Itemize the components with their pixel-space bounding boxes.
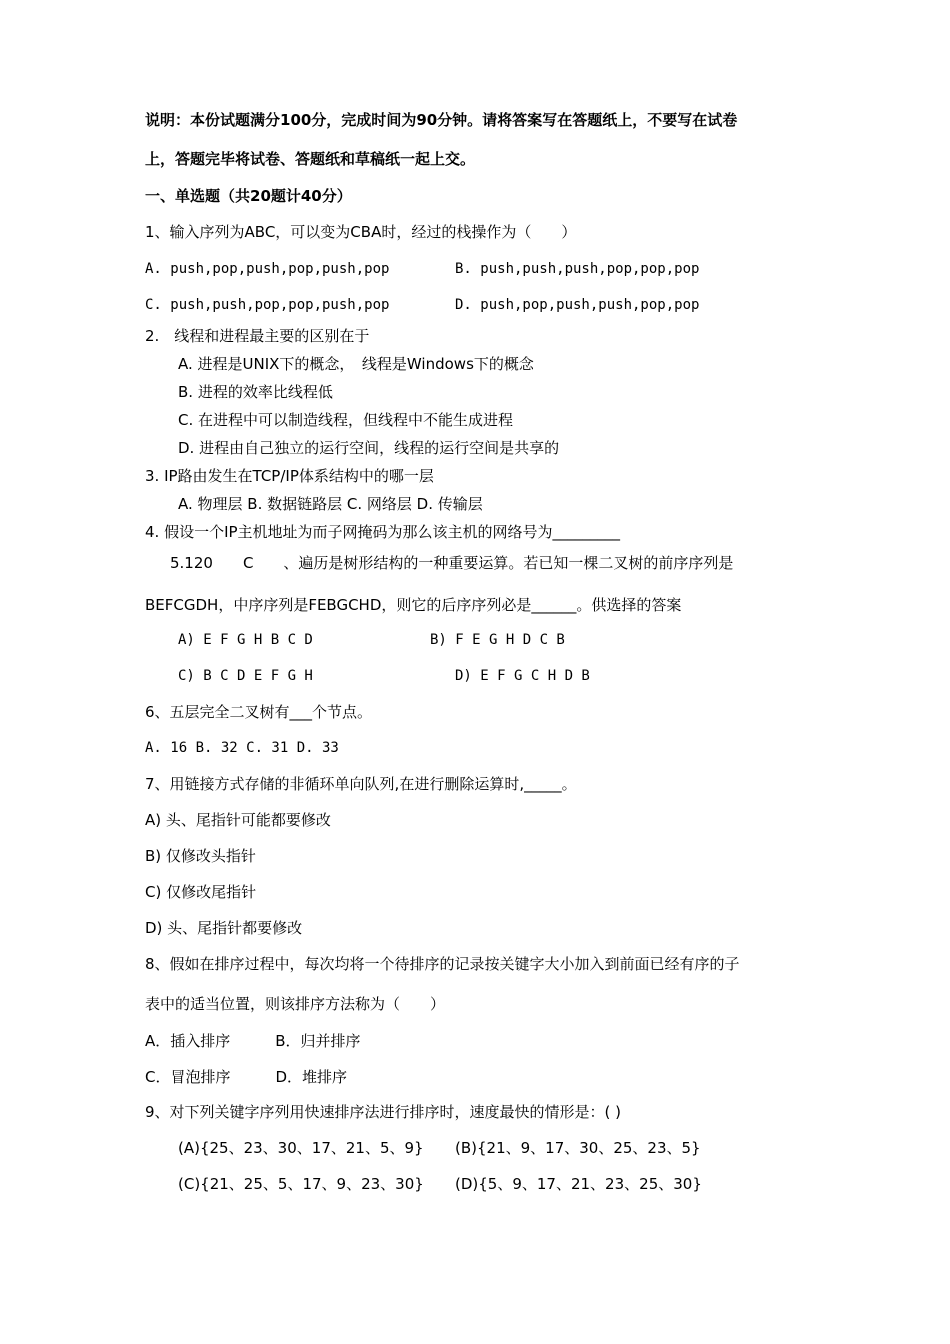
q1-stem: 1、输入序列为ABC，可以变为CBA时，经过的栈操作为（ ） bbox=[145, 223, 577, 241]
q2-stem: 2. 线程和进程最主要的区别在于 bbox=[145, 327, 370, 345]
q1-option-c: C. push,push,pop,pop,push,pop bbox=[145, 297, 390, 313]
q8-line-2: 表中的适当位置，则该排序方法称为（ ） bbox=[145, 995, 446, 1013]
section-1-title: 一、单选题（共20题计40分） bbox=[145, 187, 352, 205]
q7-option-b: B) 仅修改头指针 bbox=[145, 847, 256, 865]
q1-option-d: D. push,pop,push,push,pop,pop bbox=[455, 297, 700, 313]
q8-line-1: 8、假如在排序过程中，每次均将一个待排序的记录按关键字大小加入到前面已经有序的子 bbox=[145, 955, 740, 973]
q9-option-d: (D){5、9、17、21、23、25、30} bbox=[455, 1175, 702, 1193]
intro-line-2: 上，答题完毕将试卷、答题纸和草稿纸一起上交。 bbox=[145, 150, 476, 168]
q1-option-a: A. push,pop,push,pop,push,pop bbox=[145, 261, 390, 277]
q4-stem: 4. 假设一个IP主机地址为而子网掩码为那么该主机的网络号为_________ bbox=[145, 523, 621, 541]
q5-line-1: 5.120 C 、遍历是树形结构的一种重要运算。若已知一棵二叉树的前序序列是 bbox=[170, 554, 734, 572]
q2-option-a: A. 进程是UNIX下的概念， 线程是Windows下的概念 bbox=[178, 355, 534, 373]
q5-option-d: D) E F G C H D B bbox=[455, 668, 590, 684]
q9-option-a: (A){25、23、30、17、21、5、9} bbox=[178, 1139, 424, 1157]
q7-option-c: C) 仅修改尾指针 bbox=[145, 883, 257, 901]
q3-stem: 3. IP路由发生在TCP/IP体系结构中的哪一层 bbox=[145, 467, 434, 485]
q7-option-a: A) 头、尾指针可能都要修改 bbox=[145, 811, 331, 829]
q2-option-d: D. 进程由自己独立的运行空间，线程的运行空间是共享的 bbox=[178, 439, 560, 457]
q7-option-d: D) 头、尾指针都要修改 bbox=[145, 919, 303, 937]
q5-line-2: BEFCGDH，中序序列是FEBGCHD，则它的后序序列必是______。供选择的答案 bbox=[145, 596, 682, 614]
q7-stem: 7、用链接方式存储的非循环单向队列,在进行删除运算时,_____。 bbox=[145, 775, 577, 793]
q2-option-c: C. 在进程中可以制造线程，但线程中不能生成进程 bbox=[178, 411, 514, 429]
q9-option-c: (C){21、25、5、17、9、23、30} bbox=[178, 1175, 424, 1193]
q1-option-b: B. push,push,push,pop,pop,pop bbox=[455, 261, 700, 277]
q5-option-c: C) B C D E F G H bbox=[178, 668, 313, 684]
q8-options-cd: C．冒泡排序 D．堆排序 bbox=[145, 1068, 348, 1086]
q6-stem: 6、五层完全二叉树有___个节点。 bbox=[145, 703, 373, 721]
intro-line-1: 说明：本份试题满分100分，完成时间为90分钟。请将答案写在答题纸上，不要写在试卷 bbox=[145, 111, 738, 129]
q5-option-a: A) E F G H B C D bbox=[178, 632, 313, 648]
q9-stem: 9、对下列关键字序列用快速排序法进行排序时，速度最快的情形是：( ) bbox=[145, 1103, 622, 1121]
q8-options-ab: A．插入排序 B．归并排序 bbox=[145, 1032, 361, 1050]
q2-option-b: B. 进程的效率比线程低 bbox=[178, 383, 333, 401]
q6-options: A. 16 B. 32 C. 31 D. 33 bbox=[145, 740, 339, 756]
q9-option-b: (B){21、9、17、30、25、23、5} bbox=[455, 1139, 701, 1157]
q5-option-b: B) F E G H D C B bbox=[430, 632, 565, 648]
q3-options: A. 物理层 B. 数据链路层 C. 网络层 D. 传输层 bbox=[178, 495, 483, 513]
